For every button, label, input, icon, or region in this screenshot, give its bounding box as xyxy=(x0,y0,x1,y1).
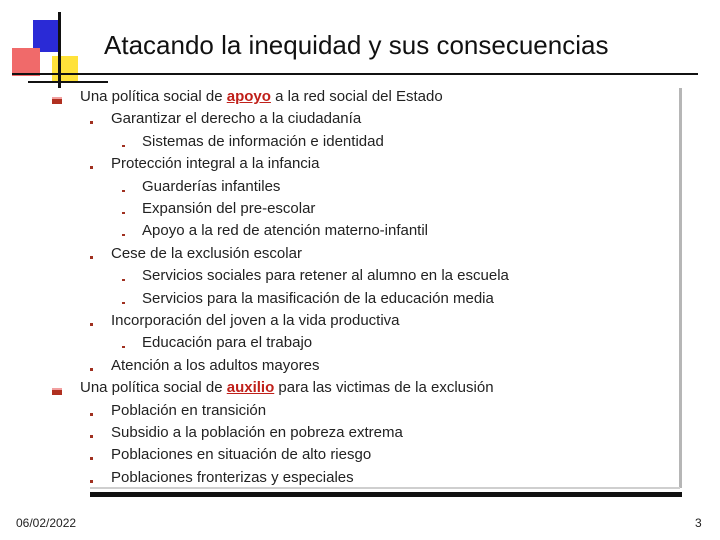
outline-item-level-3: Educación para el trabajo xyxy=(142,334,313,352)
dot-bullet-icon xyxy=(90,368,93,371)
outline-item-level-2: Poblaciones fronterizas y especiales xyxy=(111,468,354,486)
outline-item-level-1 xyxy=(80,88,443,105)
outline-item-level-3: Servicios sociales para retener al alumno en la escuela xyxy=(142,267,509,285)
square-bullet-icon xyxy=(52,97,62,104)
outline-item-level-1 xyxy=(80,379,494,396)
outline-item-level-2: Subsidio a la población en pobreza extrema xyxy=(111,424,403,441)
item-emphasis: auxilio xyxy=(226,379,275,397)
dot-bullet-icon xyxy=(90,480,93,483)
outline-item-level-2: Incorporación del joven a la vida productiva xyxy=(111,312,400,329)
outline-item-level-3: Guarderías infantiles xyxy=(142,177,281,195)
square-bullet-icon xyxy=(52,388,62,395)
decor-yellow-square xyxy=(52,56,78,82)
outline-item-level-2: Atención a los adultos mayores xyxy=(111,356,320,374)
page-number: 3 xyxy=(695,516,702,530)
dot-bullet-icon xyxy=(90,256,93,259)
title-underline xyxy=(12,73,698,75)
outline-item-level-2: Garantizar el derecho a la ciudadanía xyxy=(111,110,362,128)
outline-item-level-2: Protección integral a la infancia xyxy=(111,155,320,173)
dot-bullet-icon xyxy=(122,212,125,214)
content-frame-shadow xyxy=(90,487,680,489)
dot-bullet-icon xyxy=(90,121,93,124)
dot-bullet-icon xyxy=(122,190,125,192)
decor-vertical-line xyxy=(58,12,61,88)
item-emphasis: apoyo xyxy=(226,88,271,105)
slide-title: Atacando la inequidad y sus consecuencias xyxy=(104,30,609,60)
dot-bullet-icon xyxy=(90,413,93,416)
decor-red-square xyxy=(12,48,40,76)
content-frame-bottom xyxy=(90,492,682,497)
outline-item-level-3: Sistemas de información e identidad xyxy=(142,132,384,150)
item-text: a la red social del Estado xyxy=(270,88,443,105)
outline-item-level-3: Expansión del pre-escolar xyxy=(142,200,316,217)
dot-bullet-icon xyxy=(122,234,125,236)
outline-item-level-2: Población en transición xyxy=(111,401,267,419)
footer-date: 06/02/2022 xyxy=(16,516,77,530)
dot-bullet-icon xyxy=(90,323,93,326)
item-text: para las victimas de la exclusión xyxy=(274,379,494,397)
dot-bullet-icon xyxy=(122,346,125,348)
dot-bullet-icon xyxy=(90,435,93,438)
dot-bullet-icon xyxy=(90,166,93,169)
decor-short-line xyxy=(28,81,108,83)
outline-item-level-2: Poblaciones en situación de alto riesgo xyxy=(111,446,372,464)
item-text: Una política social de xyxy=(80,379,227,397)
content-frame-right xyxy=(679,88,682,488)
item-text: Una política social de xyxy=(80,88,227,105)
outline-item-level-3: Apoyo a la red de atención materno-infantil xyxy=(142,222,429,240)
dot-bullet-icon xyxy=(122,302,125,304)
outline-item-level-3: Servicios para la masificación de la educación media xyxy=(142,289,494,307)
dot-bullet-icon xyxy=(122,145,125,147)
outline-item-level-2: Cese de la exclusión escolar xyxy=(111,244,302,262)
dot-bullet-icon xyxy=(122,279,125,281)
dot-bullet-icon xyxy=(90,457,93,460)
